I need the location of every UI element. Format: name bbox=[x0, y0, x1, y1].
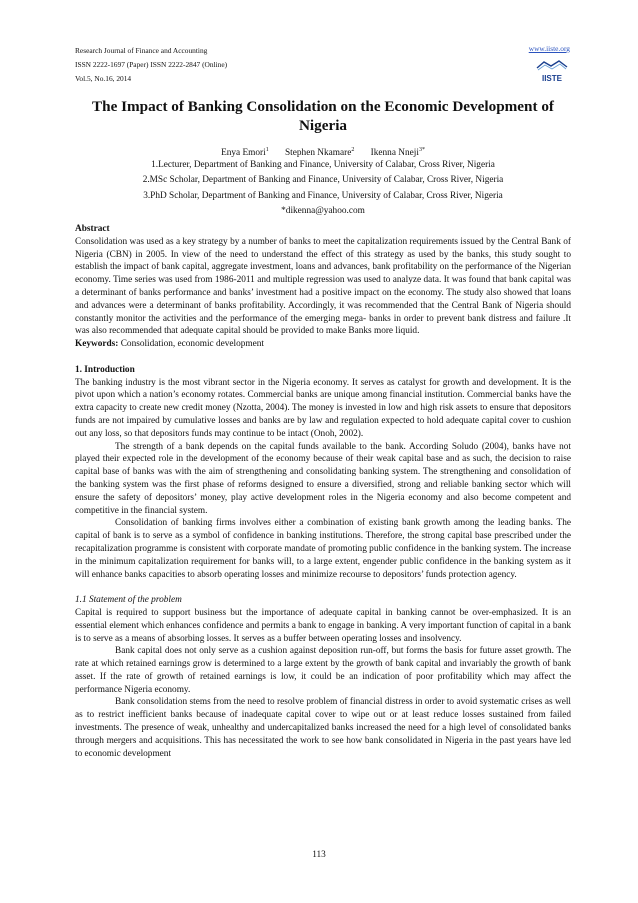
author-affil-mark: 1 bbox=[265, 147, 269, 153]
logo-text: IISTE bbox=[541, 74, 563, 83]
author-affil-mark: 2 bbox=[351, 147, 355, 153]
section-heading-introduction: 1. Introduction bbox=[75, 364, 135, 375]
paper-title: The Impact of Banking Consolidation on the Economic Development of Nigeria bbox=[92, 98, 554, 134]
paragraph: The strength of a bank depends on the capital funds available to the bank. According Soludo (2004), banks have not played their expected role in the development of the economy because of their weak capital base and as such, the decision to raise capital base of banks was with the aim of strengthening and consolidating banking system. The strengthening and consolidation of the banking system was the first phase of reforms designed to ensure a diversified, strong and reliable banking sector which will ensure the safety of depositors’ money, play active development roles in the Nigeria economy and also become competent and competitive in the financial system. bbox=[75, 441, 571, 516]
abstract-text: Consolidation was used as a key strategy by a number of banks to meet the capitalization requirements issued by the Central Bank of Nigeria (CBN) in 2005. In view of the need to understand the effect of this strategy as used by the banks, this study sought to establish the impact of bank capital, aggregate investment, loans and advances, bank profitability on the performance of the Nigerian economy. Time series was used from 1986-2011 and multiple regression was used to analyze data. It was found that bank capital was a determinant of banks performance and banks’ investment had a positive impact on the economy. The study also showed that loans and advances were a determinant of banks profitability. Accordingly, it was recommended that the Central Bank of Nigeria should constantly monitor the activities and the performance of the emerging mega- banks in order to prevent bank distress and failure .It was also recommended that adequate capital should be provided to make Banks more liquid. bbox=[75, 236, 571, 337]
journal-name: Research Journal of Finance and Accounting bbox=[75, 46, 208, 55]
journal-issn: ISSN 2222-1697 (Paper) ISSN 2222-2847 (Online) bbox=[75, 60, 228, 69]
journal-volume: Vol.5, No.16, 2014 bbox=[75, 74, 132, 83]
author-affil-mark: 3* bbox=[418, 147, 425, 153]
paragraph: The banking industry is the most vibrant sector in the Nigeria economy. It serves as catalyst for growth and development. It is the pivot upon which a nation’s economy rotates. Commercial banks are unique among financial institution. Commercial banks have the extra capacity to create new credit money (Nzotta, 2004). The money is invested in low and high risk assets to ensure that depositors funds are not impaired by cumulative losses and banks are by law and regulation expected to hold adequate capital cover to cushion out any loss, so that depositors funds may continue to be intact (Onoh, 2002). bbox=[75, 377, 571, 439]
paragraph: Bank consolidation stems from the need to resolve problem of financial distress in order to avoid systematic crises as well as to restrict inefficient banks because of inadequate capital cover to wipe out or at least reduce losses sustained from failed investments. The presence of weak, unhealthy and undercapitalized banks increased the need for a high level of consolidated banks through mergers and acquisitions. This has necessitated the work to see how bank consolidated in Nigeria in the past years have led to economic development bbox=[75, 697, 571, 759]
keywords-text: Consolidation, economic development bbox=[118, 339, 265, 350]
affiliations bbox=[75, 158, 571, 219]
corresponding-email[interactable]: *dikenna@yahoo.com bbox=[281, 205, 365, 216]
paper-body bbox=[75, 223, 571, 760]
author-name: Ikenna Nneji bbox=[370, 148, 419, 159]
abstract-heading: Abstract bbox=[75, 224, 110, 234]
page-number: 113 bbox=[312, 850, 326, 860]
author-name: Stephen Nkamare bbox=[285, 148, 352, 159]
keywords-line bbox=[75, 338, 571, 351]
affiliation-line: 2.MSc Scholar, Department of Banking and Finance, University of Calabar, Cross River, Nigeria bbox=[142, 175, 504, 186]
paragraph: Bank capital does not only serve as a cushion against deposition run-off, but forms the basis for future asset growth. The rate at which retained earnings grow is determined to a large extent by the growth of bank capital and invariably the growth of bank asset. If the rate of growth of retained earnings is low, it could be an indication of poor profitability which may affect the performance Nigeria economy. bbox=[75, 646, 571, 695]
author-name: Enya Emori bbox=[221, 148, 266, 159]
subsection-heading-problem: 1.1 Statement of the problem bbox=[75, 595, 182, 606]
iiste-logo bbox=[534, 60, 570, 84]
paragraph: Consolidation of banking firms involves either a combination of existing bank growth among the leading banks. The capital of bank is to serve as a symbol of confidence in banking institutions. Therefore, the strong capital base prescribed under the recapitalization programme is consistent with corporate mandate of promoting public confidence in the banking system. The increase in the minimum capitalization requirement for banks will, to a large extent, engender public confidence in the banking system as it will enhance banks capacities to absorb operating losses and minimize recourse to depositors’ funds protection agency. bbox=[75, 518, 571, 580]
journal-url-link[interactable]: www.iiste.org bbox=[528, 44, 570, 53]
journal-header bbox=[75, 44, 227, 86]
paragraph: Capital is required to support business but the importance of adequate capital in banking cannot be over-emphasized. It is an essential element which enhances confidence and permits a bank to engage in banking. A very important function of capital in a bank is to serve as a means of absorbing losses. It serves as a buffer between operating losses and insolvency. bbox=[75, 607, 571, 644]
keywords-label: Keywords: bbox=[75, 339, 119, 350]
affiliation-line: 1.Lecturer, Department of Banking and Finance, University of Calabar, Cross River, Nigeria bbox=[151, 160, 495, 170]
affiliation-line: 3.PhD Scholar, Department of Banking and Finance, University of Calabar, Cross River, Nigeria bbox=[143, 190, 503, 201]
